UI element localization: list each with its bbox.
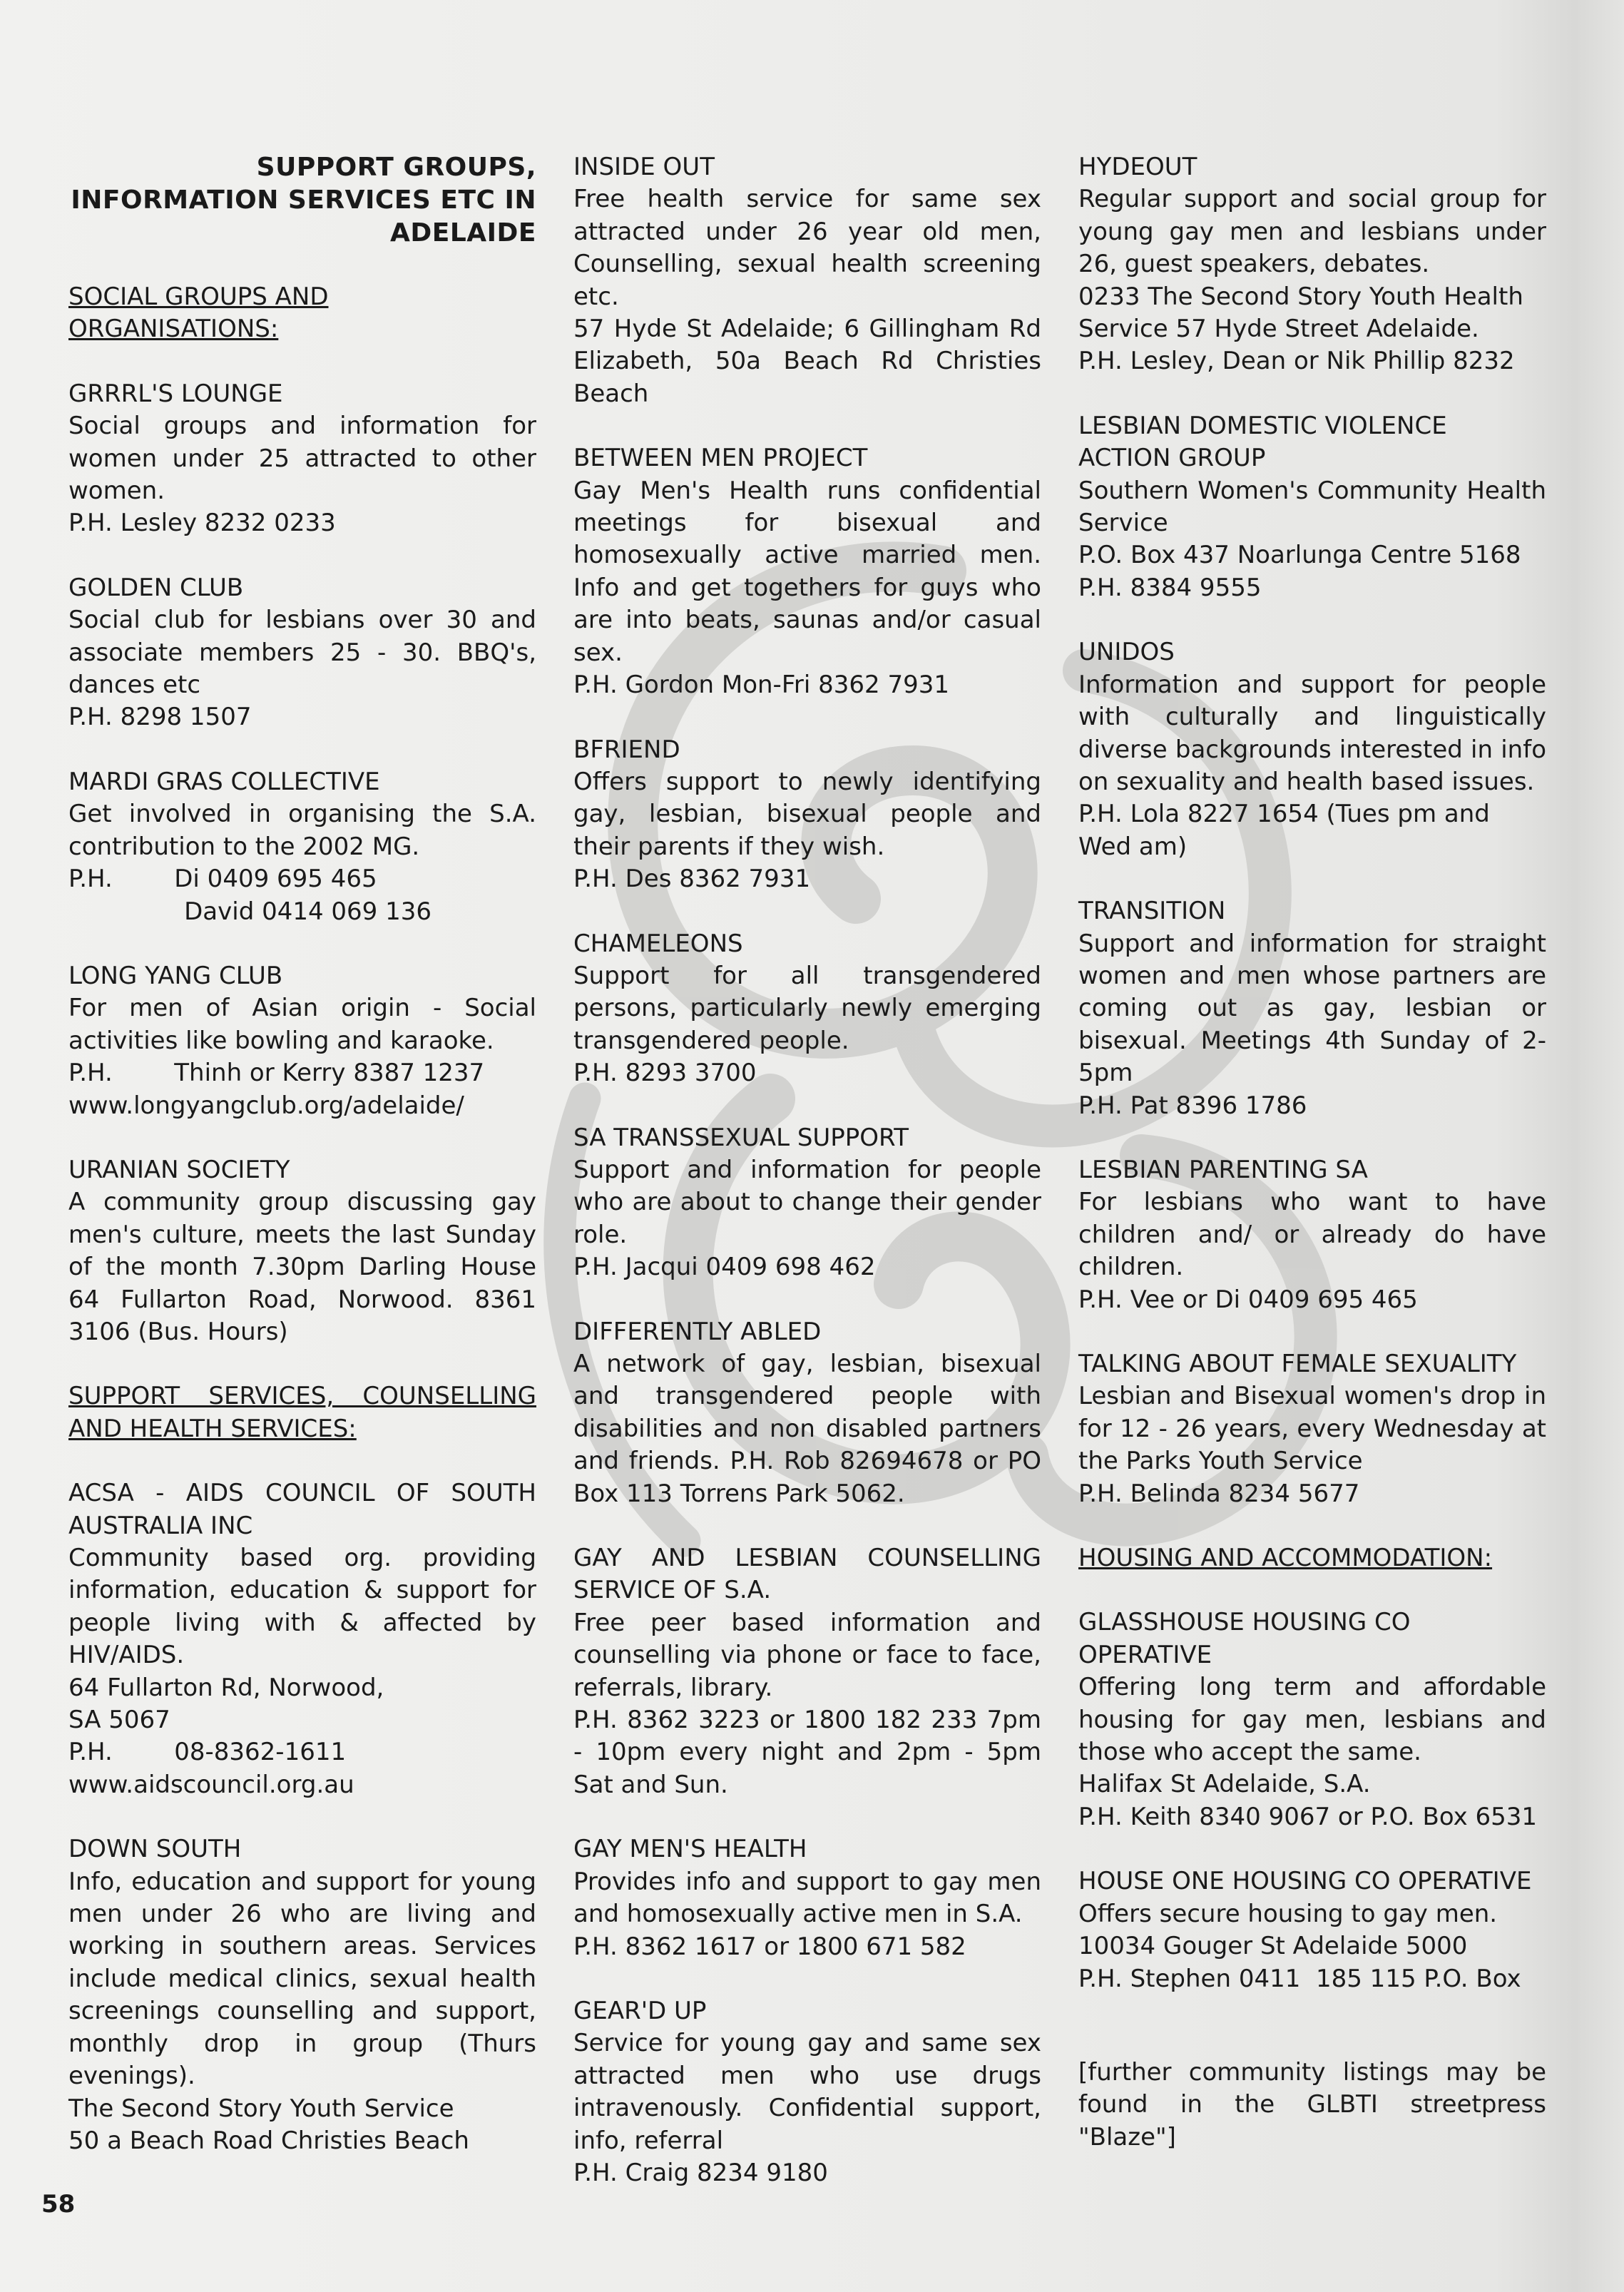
listing-uranian-society <box>68 1154 536 1348</box>
listing-description: Gay Men's Health runs confidential meetings for bisexual and homosexually active married men. Info and get togethers for guys who are into beats, saunas and/or casual sex. <box>573 476 1041 667</box>
listing-lesbian-domestic-violence <box>1078 410 1546 604</box>
page-title-line-1: SUPPORT GROUPS, <box>256 153 536 182</box>
listing-description: Support for all transgendered persons, particularly newly emerging transgendered people. <box>573 961 1041 1055</box>
listing-gay-lesbian-counselling <box>573 1542 1041 1801</box>
listing-contact: David 0414 069 136 <box>68 897 432 926</box>
further-listings-note: [further community listings may be found in the GLBTI streetpress "Blaze"] <box>1078 2057 1546 2151</box>
listing-unidos <box>1078 636 1546 863</box>
listing-contact: P.H. Craig 8234 9180 <box>573 2158 828 2187</box>
listing-description: Regular support and social group for young gay men and lesbians under 26, guest speakers, debates. <box>1078 185 1546 279</box>
listing-address: 50 a Beach Road Christies Beach <box>68 2126 469 2155</box>
listing-description: Free peer based information and counselling via phone or face to face, referrals, library. <box>573 1608 1041 1702</box>
listing-inside-out <box>573 151 1041 410</box>
listing-name: BETWEEN MEN PROJECT <box>573 444 868 473</box>
listing-golden-club <box>68 572 536 734</box>
listing-description: Info, education and support for young men under 26 who are living and working in southern areas. Services include medical clinics, sexual health screenings counselling and support, monthly drop in group (Thurs evenings). <box>68 1867 536 2091</box>
listing-name: HYDEOUT <box>1078 153 1197 181</box>
listing-name: ACSA - AIDS COUNCIL OF SOUTH AUSTRALIA INC <box>68 1479 536 1540</box>
listing-name: GRRRL'S LOUNGE <box>68 379 283 408</box>
listing-description: Information and support for people with culturally and linguistically diverse backgrounds interested in info on sexuality and health based issues. <box>1078 670 1546 796</box>
section-heading-social-groups: SOCIAL GROUPS AND ORGANISATIONS: <box>68 282 329 344</box>
page-title <box>68 151 536 250</box>
listing-description: Service for young gay and same sex attracted men who use drugs intravenously. Confidential support, info, referral <box>573 2029 1041 2155</box>
listing-contact: P.H. Di 0409 695 465 <box>68 865 377 894</box>
listing-contact: P.H. 08-8362-1611 <box>68 1738 347 1767</box>
listing-description: Community based org. providing information, education & support for people living with & affected by HIV/AIDS. <box>68 1544 536 1670</box>
listing-differently-abled <box>573 1316 1041 1510</box>
listing-name: LESBIAN DOMESTIC VIOLENCE ACTION GROUP <box>1078 411 1447 473</box>
listing-transition <box>1078 895 1546 1122</box>
listing-down-south <box>68 1833 536 2157</box>
listing-description: For lesbians who want to have children and/ or already do have children. <box>1078 1188 1546 1282</box>
listing-bfriend <box>573 734 1041 896</box>
listing-contact: P.H. Thinh or Kerry 8387 1237 <box>68 1059 485 1088</box>
listing-description: Lesbian and Bisexual women's drop in for 12 - 26 years, every Wednesday at the Parks Youth Service <box>1078 1382 1546 1476</box>
listing-name: URANIAN SOCIETY <box>68 1155 290 1184</box>
listing-contact: P.H. Keith 8340 9067 or P.O. Box 6531 <box>1078 1802 1538 1831</box>
listing-geard-up <box>573 1995 1041 2189</box>
listing-description: Support and information for straight women and men whose partners are coming out as gay, lesbian or bisexual. Meetings 4th Sunday of 2-5pm <box>1078 929 1546 1088</box>
listing-address: 57 Hyde St Adelaide; 6 Gillingham Rd Elizabeth, 50a Beach Rd Christies Beach <box>573 315 1041 408</box>
section-heading-line-1: SUPPORT SERVICES, COUNSELLING <box>68 1382 536 1411</box>
listing-contact: P.H. Stephen 0411 185 115 P.O. Box <box>1078 1964 1521 1993</box>
listing-contact: P.H. Lesley 8232 0233 <box>68 509 336 538</box>
listing-contact: P.H. 8362 1617 or 1800 671 582 <box>573 1932 966 1961</box>
listing-contact: P.H. Pat 8396 1786 <box>1078 1091 1307 1120</box>
listing-glasshouse-housing <box>1078 1606 1546 1833</box>
listing-description: A community group discussing gay men's culture, meets the last Sunday of the month 7.30pm Darling House 64 Fullarton Road, Norwood. 8361 3106 (Bus. Hours) <box>68 1188 536 1346</box>
column-middle <box>573 151 1041 2221</box>
listing-contact: P.H. Des 8362 7931 <box>573 865 811 894</box>
listing-acsa <box>68 1477 536 1801</box>
listing-name: LESBIAN PARENTING SA <box>1078 1155 1368 1184</box>
listing-grrrls-lounge <box>68 378 536 540</box>
listing-chameleons <box>573 928 1041 1090</box>
listing-contact: P.H. Gordon Mon-Fri 8362 7931 <box>573 671 949 700</box>
listing-description: Offers support to newly identifying gay, lesbian, bisexual people and their parents if they wish. <box>573 767 1041 861</box>
listing-name: GAY MEN'S HEALTH <box>573 1835 807 1864</box>
column-left <box>68 151 536 2189</box>
listing-address: 0233 The Second Story Youth Health Service 57 Hyde Street Adelaide. <box>1078 282 1523 344</box>
listing-name: TRANSITION <box>1078 897 1226 926</box>
listing-contact: P.H. Jacqui 0409 698 462 <box>573 1253 876 1282</box>
listing-contact: P.H. Lesley, Dean or Nik Phillip 8232 <box>1078 347 1515 376</box>
listing-long-yang-club <box>68 960 536 1122</box>
listing-address: Halifax St Adelaide, S.A. <box>1078 1770 1371 1799</box>
listing-sa-transsexual-support <box>573 1122 1041 1284</box>
section-heading-line-2: AND HEALTH SERVICES: <box>68 1414 357 1443</box>
listing-name: GOLDEN CLUB <box>68 573 244 602</box>
listing-address: P.O. Box 437 Noarlunga Centre 5168 <box>1078 541 1521 570</box>
listing-description: Provides info and support to gay men and homosexually active men in S.A. <box>573 1867 1041 1929</box>
listing-name: UNIDOS <box>1078 638 1175 667</box>
listing-lesbian-parenting <box>1078 1154 1546 1316</box>
listing-description: Social groups and information for women under 25 attracted to other women. <box>68 412 536 506</box>
listing-description: Offers secure housing to gay men. <box>1078 1899 1498 1928</box>
listing-address: 64 Fullarton Rd, Norwood, <box>68 1673 384 1702</box>
listing-between-men-project <box>573 442 1041 701</box>
listing-talking-female-sexuality <box>1078 1348 1546 1510</box>
listing-house-one-housing <box>1078 1865 1546 1995</box>
listing-name: GAY AND LESBIAN COUNSELLING SERVICE OF S.A. <box>573 1544 1041 1605</box>
column-right <box>1078 151 1546 2154</box>
listing-contact: P.H. 8298 1507 <box>68 703 252 732</box>
page-number: 58 <box>41 2190 76 2219</box>
listing-name: INSIDE OUT <box>573 153 715 181</box>
listing-website-link[interactable]: www.aidscouncil.org.au <box>68 1770 354 1799</box>
listing-contact: P.H. 8362 3223 or 1800 182 233 7pm - 10pm every night and 2pm - 5pm Sat and Sun. <box>573 1706 1041 1799</box>
page-title-line-2: INFORMATION SERVICES ETC IN <box>71 185 536 215</box>
listing-name: HOUSE ONE HOUSING CO OPERATIVE <box>1078 1867 1532 1896</box>
listing-gay-mens-health <box>573 1833 1041 1963</box>
listing-description: For men of Asian origin - Social activities like bowling and karaoke. <box>68 994 536 1055</box>
listing-address: The Second Story Youth Service <box>68 2094 454 2123</box>
listing-name: DOWN SOUTH <box>68 1835 242 1864</box>
listing-website-link[interactable]: www.longyangclub.org/adelaide/ <box>68 1091 464 1120</box>
listing-contact: P.H. Vee or Di 0409 695 465 <box>1078 1285 1418 1314</box>
listing-name: GEAR'D UP <box>573 1996 707 2025</box>
listing-description: Social club for lesbians over 30 and associate members 25 - 30. BBQ's, dances etc <box>68 606 536 700</box>
listing-name: LONG YANG CLUB <box>68 961 283 990</box>
listing-address: 10034 Gouger St Adelaide 5000 <box>1078 1932 1468 1961</box>
section-heading-support-services <box>68 1380 536 1445</box>
listing-contact: P.H. 8293 3700 <box>573 1059 757 1088</box>
listing-name: GLASSHOUSE HOUSING CO OPERATIVE <box>1078 1608 1411 1669</box>
listing-contact: P.H. Lola 8227 1654 (Tues pm and Wed am) <box>1078 800 1490 861</box>
listing-description: Offering long term and affordable housing for gay men, lesbians and those who accept the same. <box>1078 1673 1546 1767</box>
listing-name: BFRIEND <box>573 735 680 764</box>
listing-description: Support and information for people who are about to change their gender role. <box>573 1155 1041 1249</box>
listing-mardi-gras-collective <box>68 766 536 928</box>
listing-description: Get involved in organising the S.A. contribution to the 2002 MG. <box>68 800 536 861</box>
listing-name: SA TRANSSEXUAL SUPPORT <box>573 1123 909 1152</box>
listing-name: DIFFERENTLY ABLED <box>573 1317 822 1346</box>
listing-description: A network of gay, lesbian, bisexual and transgendered people with disabilities and non disabled partners and friends. P.H. Rob 82694678 or PO Box 113 Torrens Park 5062. <box>573 1350 1041 1508</box>
listing-hydeout <box>1078 151 1546 378</box>
listing-description: Southern Women's Community Health Service <box>1078 476 1546 538</box>
page-title-line-3: ADELAIDE <box>389 218 536 248</box>
section-heading-housing: HOUSING AND ACCOMMODATION: <box>1078 1544 1493 1573</box>
listing-name: MARDI GRAS COLLECTIVE <box>68 767 380 796</box>
listing-contact: P.H. Belinda 8234 5677 <box>1078 1479 1360 1508</box>
listing-description: Free health service for same sex attracted under 26 year old men, Counselling, sexual health screening etc. <box>573 185 1041 311</box>
listing-name: CHAMELEONS <box>573 929 743 958</box>
listing-name: TALKING ABOUT FEMALE SEXUALITY <box>1078 1350 1517 1378</box>
listing-contact: P.H. 8384 9555 <box>1078 573 1262 602</box>
listing-address: SA 5067 <box>68 1706 170 1735</box>
